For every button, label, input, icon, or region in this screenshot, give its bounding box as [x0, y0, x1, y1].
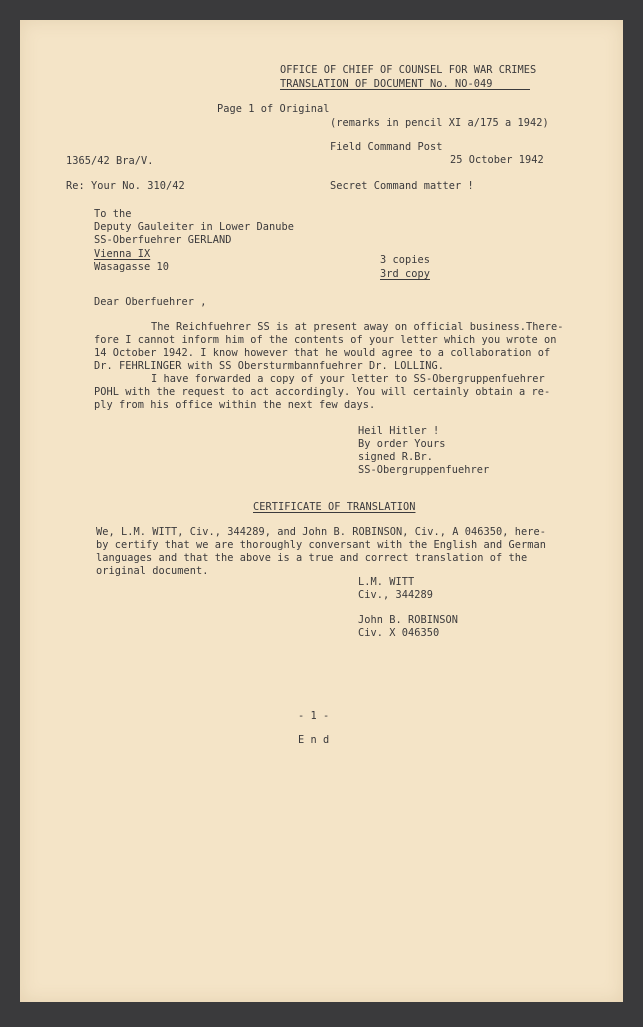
header-translation-line: TRANSLATION OF DOCUMENT No. NO-049 _ _ _	[280, 78, 530, 90]
body-line: fore I cannot inform him of the contents of your letter which you wrote on	[94, 334, 557, 346]
certificate-line: by certify that we are thoroughly conversant with the English and German	[96, 539, 546, 551]
certificate-line: original document.	[96, 565, 209, 577]
address-line: Wasagasse 10	[94, 261, 169, 273]
field-command-post: Field Command Post	[330, 141, 443, 153]
address-line: Deputy Gauleiter in Lower Danube	[94, 221, 294, 233]
closing-line: By order Yours	[358, 438, 446, 450]
signer-line: John B. ROBINSON	[358, 614, 458, 626]
page-note: Page 1 of Original	[217, 103, 330, 115]
body-line: POHL with the request to act accordingly. You will certainly obtain a re-	[94, 386, 551, 398]
signer-line: Civ. X 046350	[358, 627, 440, 639]
copy-number: 3rd copy	[380, 268, 430, 280]
secret-marking: Secret Command matter !	[330, 180, 474, 192]
certificate-line: languages and that the above is a true and correct translation of the	[96, 552, 528, 564]
re-line: Re: Your No. 310/42	[66, 180, 185, 192]
signer-line: Civ., 344289	[358, 589, 433, 601]
closing-line: Heil Hitler !	[358, 425, 440, 437]
body-line: 14 October 1942. I know however that he would agree to a collaboration of	[94, 347, 551, 359]
copies-count: 3 copies	[380, 254, 430, 266]
body-line: I have forwarded a copy of your letter to SS-Obergruppenfuehrer	[151, 373, 545, 385]
reference-number: 1365/42 Bra/V.	[66, 155, 154, 167]
certificate-title: CERTIFICATE OF TRANSLATION	[253, 501, 416, 513]
page-number: - 1 -	[298, 710, 330, 722]
signer-line: L.M. WITT	[358, 576, 415, 588]
address-line: Vienna IX	[94, 248, 151, 260]
end-marker: E n d	[298, 734, 330, 746]
closing-line: signed R.Br.	[358, 451, 433, 463]
pencil-remark: (remarks in pencil XI a/175 a 1942)	[330, 117, 549, 129]
certificate-line: We, L.M. WITT, Civ., 344289, and John B. ROBINSON, Civ., A 046350, here-	[96, 526, 546, 538]
salutation: Dear Oberfuehrer ,	[94, 296, 207, 308]
header-office-line: OFFICE OF CHIEF OF COUNSEL FOR WAR CRIMES	[280, 64, 537, 76]
address-line: SS-Oberfuehrer GERLAND	[94, 234, 232, 246]
letter-date: 25 October 1942	[450, 154, 544, 166]
body-line: The Reichfuehrer SS is at present away on official business.There-	[151, 321, 564, 333]
document-page	[20, 20, 623, 1002]
body-line: Dr. FEHRLINGER with SS Obersturmbannfuehrer Dr. LOLLING.	[94, 360, 444, 372]
body-line: ply from his office within the next few days.	[94, 399, 376, 411]
address-line: To the	[94, 208, 132, 220]
closing-line: SS-Obergruppenfuehrer	[358, 464, 490, 476]
